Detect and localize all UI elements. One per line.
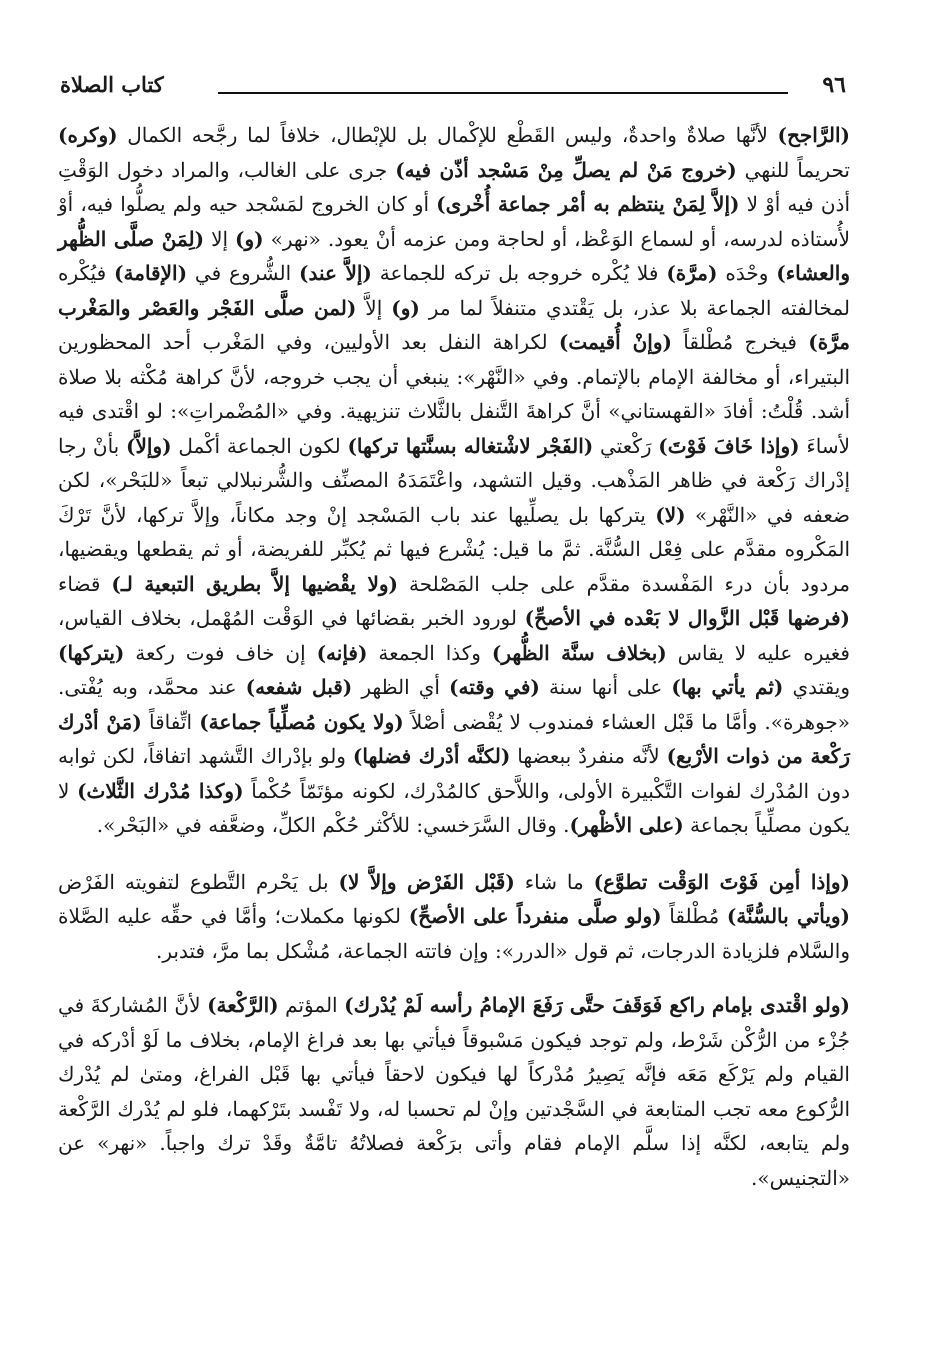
matn-quote: (لا) — [655, 502, 686, 527]
matn-quote: (بخلاف سنَّة الظُّهر) — [491, 640, 667, 665]
matn-quote: (وكره) — [58, 123, 118, 147]
matn-quote: (و) — [235, 226, 264, 251]
matn-quote: (ثم يأتي بها) — [671, 675, 784, 699]
commentary-text: وحْدَه — [717, 261, 777, 285]
matn-quote: (إلاَّ عند) — [299, 261, 372, 285]
matn-quote: (ولو اقْتدى بإمام راكع فَوَقَفَ حتَّى رَفَعَ الإمامُ رأسه لَمْ يُدْرك) — [344, 993, 850, 1017]
commentary-text: اتِّفاقاً — [141, 709, 200, 734]
commentary-text: مُطْلقاً — [661, 904, 727, 928]
book-title: كتاب الصلاة — [60, 72, 164, 97]
matn-quote: (الفَجْر لاشْتغاله بسنَّتها تركها) — [347, 433, 594, 458]
commentary-text: رَكْعتي — [593, 433, 659, 458]
matn-quote: (لِمَنْ صلَّى الظُّهر والعشاء) — [58, 226, 850, 285]
commentary-text: لأنَّه منفردٌ ببعضها — [510, 744, 667, 768]
commentary-text: فلا يُكْره خروجه بل تركه للجماعة — [371, 261, 667, 285]
commentary-text: قضاء — [58, 571, 112, 596]
commentary-text: أو كان الخروج لمَسْجد حيه ولم يصلُّوا فيه، أوْ لأُستاذه لدرسه، أو لسماع الوَعْظ، أو لحاجة ومن عزمه أنْ يعود. «نهر» — [58, 192, 850, 251]
commentary-text: إلاَّ — [356, 295, 392, 320]
commentary-text: لأنَّ المُشاركةَ في جُزْء من الرُّكْن شَرْط، ولم توجد فيكون مَسْبوقاً فيأتي بها بعد فراغ الإمام، بخلاف ما لَوْ أدْركه في القيام ولم يَرْكَع مَعَه فإنَّه يَصِيرُ مُدْركاً لها فيكون لاحقاً فيأتي بها قَبْل الفراغ، ومتىٰ لم يُدْرك الرُّكوع معه تجب المتابعة في السَّجْدتين وإنْ لم تحسبا له، ولا تَفْسد بتَرْكهما، فلو لم يُدْرك الرَّكْعة ولم يتابعه، لكنَّه إذا سلَّم الإمام فقام وأتى برَكْعة فصلاتُهُ تامَّةٌ وقَدْ ترك واجباً. «نهر» عن «التجنيس». — [58, 993, 850, 1190]
commentary-text: ما شاء — [514, 869, 594, 894]
commentary-text: أي الظهر — [352, 675, 450, 699]
matn-quote: (لكنَّه أدْرك فضلها) — [352, 744, 511, 768]
matn-quote: (ولا يقْضيها إلاَّ بطريق التبعية لـ) — [111, 571, 399, 596]
matn-quote: (الرَّاجح) — [777, 123, 850, 147]
commentary-text: فيخرج مُطْلقاً — [671, 330, 809, 354]
matn-quote: (وإذا خَافَ فَوْتَ) — [658, 433, 800, 458]
matn-quote: (خروج مَنْ لم يصلِّ مِنْ مَسْجد أذّن فيه) — [395, 157, 737, 182]
matn-quote: (إلاَّ لِمَنْ ينتظم به أمْر جماعة أُخْرى) — [436, 192, 740, 216]
matn-quote: (وكذا مُدْرك الثَّلاث) — [77, 778, 244, 803]
commentary-text: لكراهة النفل بعد الأوليين، وفي المَغْرب أحد المحظورين البتيراء، أو مخالفة الإمام بالإتمام. وفي «النَّهْر»: ينبغي أن يجب خروجه، لأنَّ كراهة مُكْثه بلا صلاة أشد. قُلْتُ: أفادَ «القهستاني» أنَّ كراهةَ التَّنفل بالثَّلاث تنزيهية. وفي «المُضْمراتِ»: لو اقْتدى فيه لأساءَ — [58, 330, 850, 458]
matn-quote: (ولو صلَّى منفرداً على الأصحِّ) — [408, 904, 662, 928]
commentary-text: المؤتم — [278, 993, 345, 1017]
commentary-text: وكذا الجمعة — [367, 640, 492, 665]
commentary-text: . وقال السَّرَخسي: للأكْثر حُكْم الكلِّ، وضعَّفه في «البَحْر». — [96, 813, 570, 837]
commentary-text: يتركها بل يصلِّيها عند باب المَسْجد إنْ وجد مكاناً، وإلاَّ تركها، لأنَّ تَرْكَ المَكْروه مقدَّم على فِعْل السُّنَّة. ثمَّ ما قيل: يُشْرع فيها ثم يُكبِّر للفريضة، أو ثم يقطعها ويقضيها، مردود بأن درء المَفْسدة مقدَّم على جلب المَصْلحة — [58, 502, 850, 596]
page-number: ٩٦ — [822, 72, 846, 98]
commentary-text: بأنْ رجا إدْراك رَكْعة في ظاهر المَذْهب. وقيل التشهد، واعْتَمَدَهُ المصنِّف والشُّرنبلالي تبعاً «للبَحْر»، لكن ضعفه في «النَّهْر» — [58, 433, 850, 527]
commentary-text: عند محمَّد، وبه يُفْتى. «جوهرة». وأمَّا ما قَبْل العشاء فمندوب لا يُقْضى أصْلاً — [58, 675, 851, 734]
commentary-text: لكون الجماعة أكْمل — [171, 433, 348, 458]
main-text — [58, 118, 850, 1195]
matn-quote: (ويأتي بالسُّنَّة) — [726, 904, 851, 928]
commentary-text: جرى على الغالب، والمراد دخول الوَقْتِ أذن فيه أوْ لا — [58, 157, 850, 216]
matn-quote: (فإنه) — [316, 640, 368, 665]
matn-quote: (على الأظْهر) — [569, 813, 684, 837]
matn-quote: (مرَّة) — [666, 261, 718, 285]
matn-quote: (مَنْ أدْرك رَكْعة من ذوات الأرْبع) — [58, 709, 850, 768]
matn-quote: (في وقته) — [449, 675, 540, 699]
commentary-text: على أنها سنة — [539, 675, 672, 699]
matn-quote: (وإنْ أُقيمت) — [558, 330, 672, 354]
commentary-text: لا يكون مصلِّياً بجماعة — [58, 778, 850, 837]
commentary-text: لورود الخبر بقضائها في الوَقْت المُهْمل، بخلاف القياس، فغيره عليه لا يقاس — [58, 606, 850, 665]
commentary-text: ويقتدي — [783, 675, 850, 699]
paragraph-3 — [58, 988, 850, 1195]
matn-quote: (يتركها) — [58, 640, 125, 665]
matn-quote: (وإلاَّ) — [126, 433, 172, 458]
matn-quote: (ولا يكون مُصلِّياً جماعة) — [199, 709, 404, 734]
commentary-text: بل يَحْرم التَّطوع لتفويته الفَرْض — [58, 869, 339, 894]
commentary-text: الشُّروع في — [187, 261, 300, 285]
paragraph-1 — [58, 118, 850, 843]
commentary-text: فيُكْره لمخالفته الجماعة بلا عذر، بل يَقْتدي متنفلاً لما مر — [58, 261, 850, 320]
matn-quote: (وإذا أمِن فَوْتَ الوَقْت تطوَّع) — [593, 869, 851, 894]
matn-quote: (الرَّكْعة) — [207, 993, 279, 1017]
running-header — [60, 72, 846, 102]
commentary-text: إلا — [204, 226, 236, 251]
paragraph-2 — [58, 865, 850, 969]
matn-quote: (قَبْل الفَرْض وإلاَّ لا) — [338, 869, 515, 894]
commentary-text: لكونها مكملات؛ وأمَّا في حقِّه عليه الصَّلاة والسَّلام فلزيادة الدرجات، ثم قول «الدرر»: وإن فاتته الجماعة، مُشْكل بما مرَّ، فتدبر. — [58, 904, 850, 963]
matn-quote: (و) — [391, 295, 420, 320]
matn-quote: (لمن صلَّى الفَجْر والعَصْر والمَغْرب مرَّة) — [58, 295, 850, 354]
header-rule — [218, 92, 788, 94]
matn-quote: (فرضها قَبْل الزَّوال لا بَعْده في الأصحِّ) — [524, 606, 850, 630]
commentary-text: ولو بإدْراك التَّشهد اتفاقاً، لكن ثوابه دون المُدْرك لفوات التَّكْبيرة الأولى، واللاَّحق كالمُدْرك، لكونه مؤتَمّاً حُكْماً — [58, 744, 850, 803]
matn-quote: (قبل شفعه) — [245, 675, 353, 699]
matn-quote: (الإقامة) — [114, 261, 188, 285]
commentary-text: تحريماً للنهي — [736, 157, 850, 182]
commentary-text: إن خاف فوت ركعة — [124, 640, 317, 665]
commentary-text: لأنَّها صلاةٌ واحدةٌ، وليس القَطْع للإكْمال بل للإبْطال، خلافاً لما رجَّحه الكمال — [117, 123, 778, 147]
